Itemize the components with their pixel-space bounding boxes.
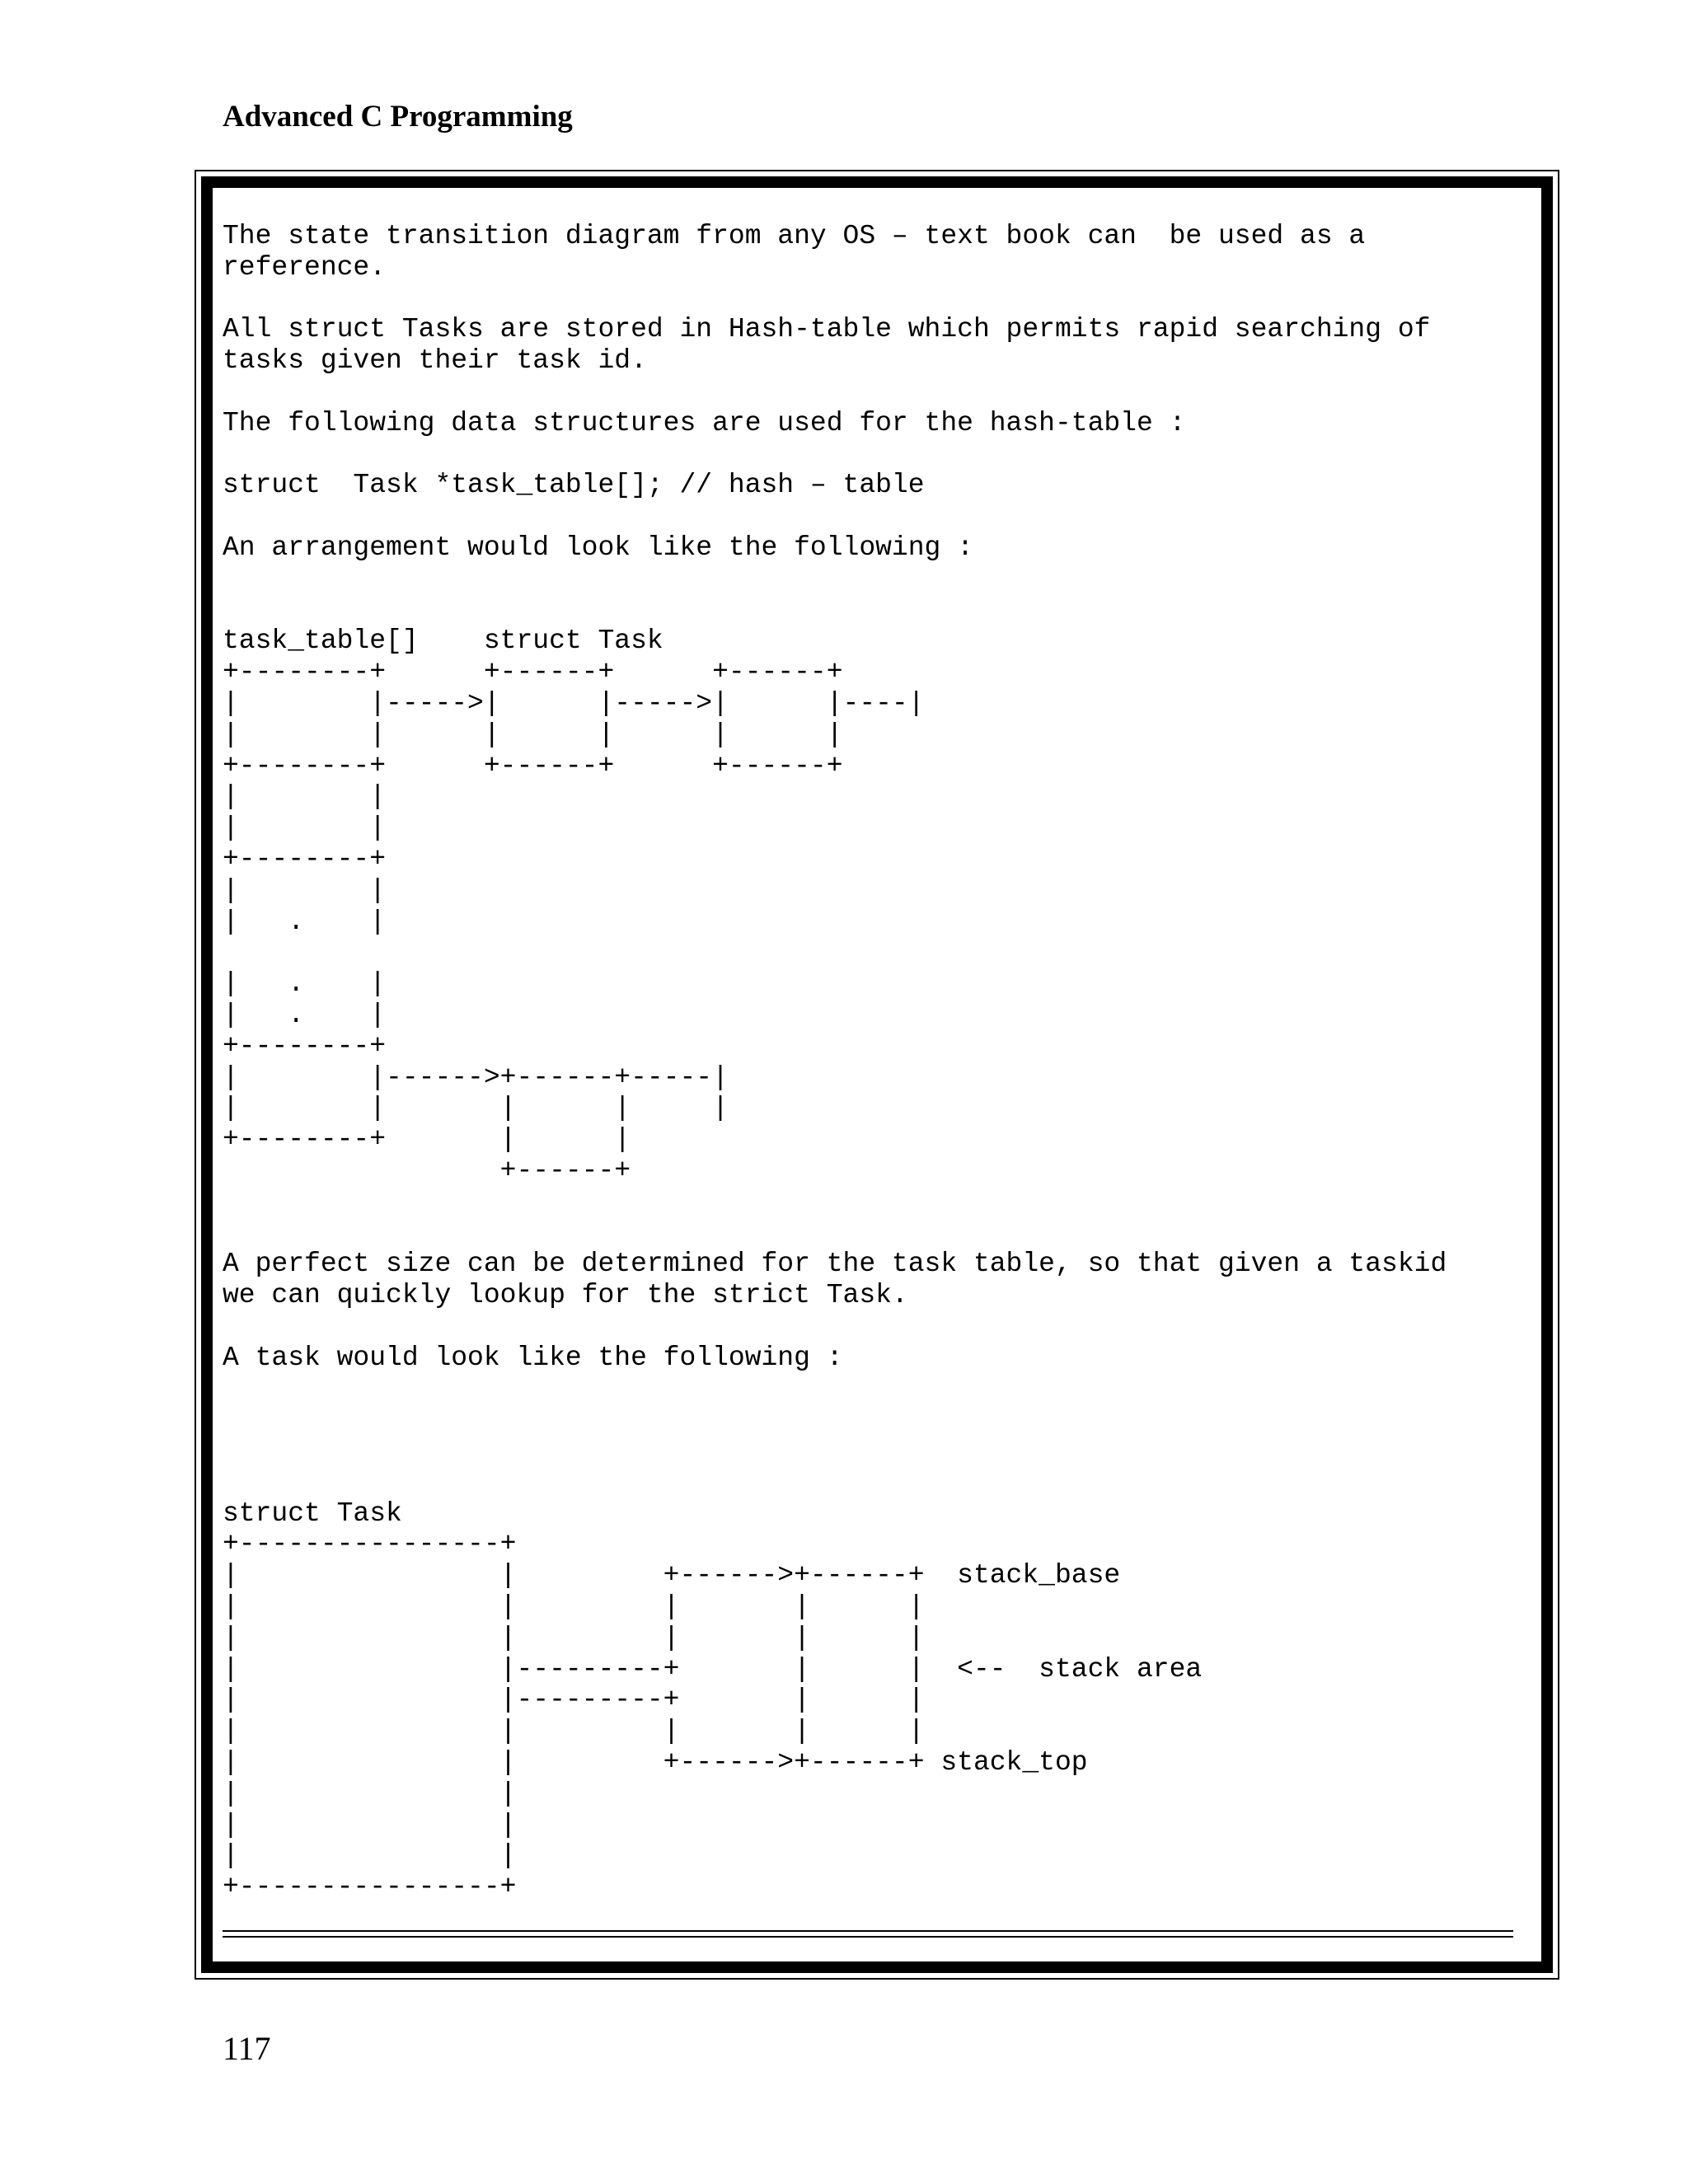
content-line: | | (223, 1840, 517, 1872)
content-line: A task would look like the following : (223, 1342, 843, 1373)
content-line: task_table[] struct Task (223, 626, 663, 657)
page-number: 117 (223, 2030, 271, 2067)
content-line: The following data structures are used for the hash-table : (223, 407, 1186, 438)
content-line: +----------------+ (223, 1872, 517, 1903)
content-line: +------+ (223, 1155, 631, 1186)
content-line: All struct Tasks are stored in Hash-table which permits rapid searching of (223, 314, 1431, 345)
content-line: +----------------+ (223, 1529, 517, 1560)
content-line: | | (223, 781, 387, 813)
content-line: tasks given their task id. (223, 345, 647, 377)
content-line: | | (223, 874, 387, 906)
content-line: A perfect size can be determined for the task table, so that given a taskid (223, 1249, 1447, 1280)
content-line: we can quickly lookup for the strict Task. (223, 1280, 908, 1311)
content-line: An arrangement would look like the following : (223, 532, 973, 563)
content-line: | | | | | (223, 1622, 925, 1653)
content-line: | . | (223, 968, 387, 1000)
content-line: | |------>+------+-----| (223, 1062, 729, 1093)
content-line: +--------+ +------+ +------+ (223, 657, 843, 688)
content-line: | | +------>+------+ stack_top (223, 1747, 1088, 1779)
content-line: +--------+ (223, 1030, 387, 1062)
content-line: | . | (223, 999, 387, 1030)
content-line: | | | | | (223, 1093, 729, 1124)
content-line: | | +------>+------+ stack_base (223, 1560, 1121, 1591)
content-line: struct Task *task_table[]; // hash – table (223, 470, 925, 501)
code-box-content (223, 221, 1447, 1903)
content-line: +--------+ (223, 843, 387, 874)
content-line: | | | | | (223, 1591, 925, 1623)
content-line: | | | | | | (223, 719, 843, 750)
content-line: reference. (223, 251, 387, 283)
content-line: | |---------+ | | <-- stack area (223, 1653, 1203, 1685)
content-line: | | (223, 813, 387, 844)
content-line: struct Task (223, 1497, 402, 1529)
content-line: | |----->| |----->| |----| (223, 687, 925, 719)
content-line: | | (223, 1809, 517, 1840)
content-line: | |---------+ | | (223, 1685, 925, 1716)
content-line: +--------+ +------+ +------+ (223, 750, 843, 781)
page-header-title: Advanced C Programming (223, 100, 573, 134)
code-box-double-rule (223, 1930, 1513, 1938)
content-line: | | | | | (223, 1716, 925, 1747)
content-line: The state transition diagram from any OS – text book can be used as a (223, 221, 1366, 251)
content-line: | | (223, 1778, 517, 1809)
content-line: | . | (223, 906, 387, 937)
content-line: +--------+ | | (223, 1124, 631, 1155)
